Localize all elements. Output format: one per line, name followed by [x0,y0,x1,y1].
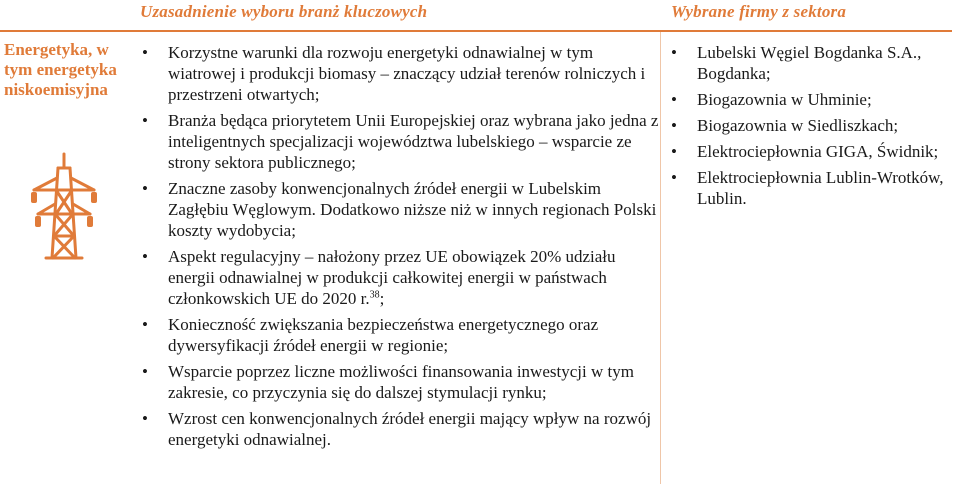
footnote-ref: 38 [369,289,380,301]
list-item: • Konieczność zwiększania bezpieczeństwa energetycznego oraz dywersyfikacji źródeł energii w regionie; [140,314,660,356]
list-item: • Elektrociepłownia Lublin-Wrotków, Lublin. [669,167,954,209]
list-item: • Biogazownia w Uhminie; [669,89,954,110]
column-divider [660,32,661,484]
header-reasons: Uzasadnienie wyboru branż kluczowych [140,2,428,21]
list-item: • Wzrost cen konwencjonalnych źródeł energii mający wpływ na rozwój energetyki odnawialnej. [140,408,660,450]
firms-list [669,42,954,214]
list-item: • Biogazownia w Siedliszkach; [669,115,954,136]
list-item: • Elektrociepłownia GIGA, Świdnik; [669,141,954,162]
list-item: • Wsparcie poprzez liczne możliwości finansowania inwestycji w tym zakresie, co przyczynia się do dalszej stymulacji rynku; [140,361,660,403]
list-item: • Branża będąca priorytetem Unii Europejskiej oraz wybrana jako jedna z inteligentnych specjalizacji województwa lubelskiego – wsparcie ze strony sektora publicznego; [140,110,660,173]
list-item: • Aspekt regulacyjny – nałożony przez UE obowiązek 20% udziału energii odnawialnej w produkcji całkowitej energii w państwach członkowskich UE do 2020 r.$^{38}$; [140,246,660,309]
power-pylon-icon [24,150,104,262]
list-item: • Lubelski Węgiel Bogdanka S.A., Bogdanka; [669,42,954,84]
list-item: • Znaczne zasoby konwencjonalnych źródeł energii w Lubelskim Zagłębiu Węglowym. Dodatkowo niższe niż w innych regionach Polski koszty wydobycia; [140,178,660,241]
header-rule [0,30,952,32]
header-firms: Wybrane firmy z sektora [671,2,847,21]
reasons-list [140,42,660,455]
list-item: • Korzystne warunki dla rozwoju energetyki odnawialnej w tym wiatrowej i produkcji biomasy – znaczący udział terenów rolniczych i przestrzeni otwartych; [140,42,660,105]
sector-name: Energetyka, w tym energetyka niskoemisyjna [4,40,117,99]
